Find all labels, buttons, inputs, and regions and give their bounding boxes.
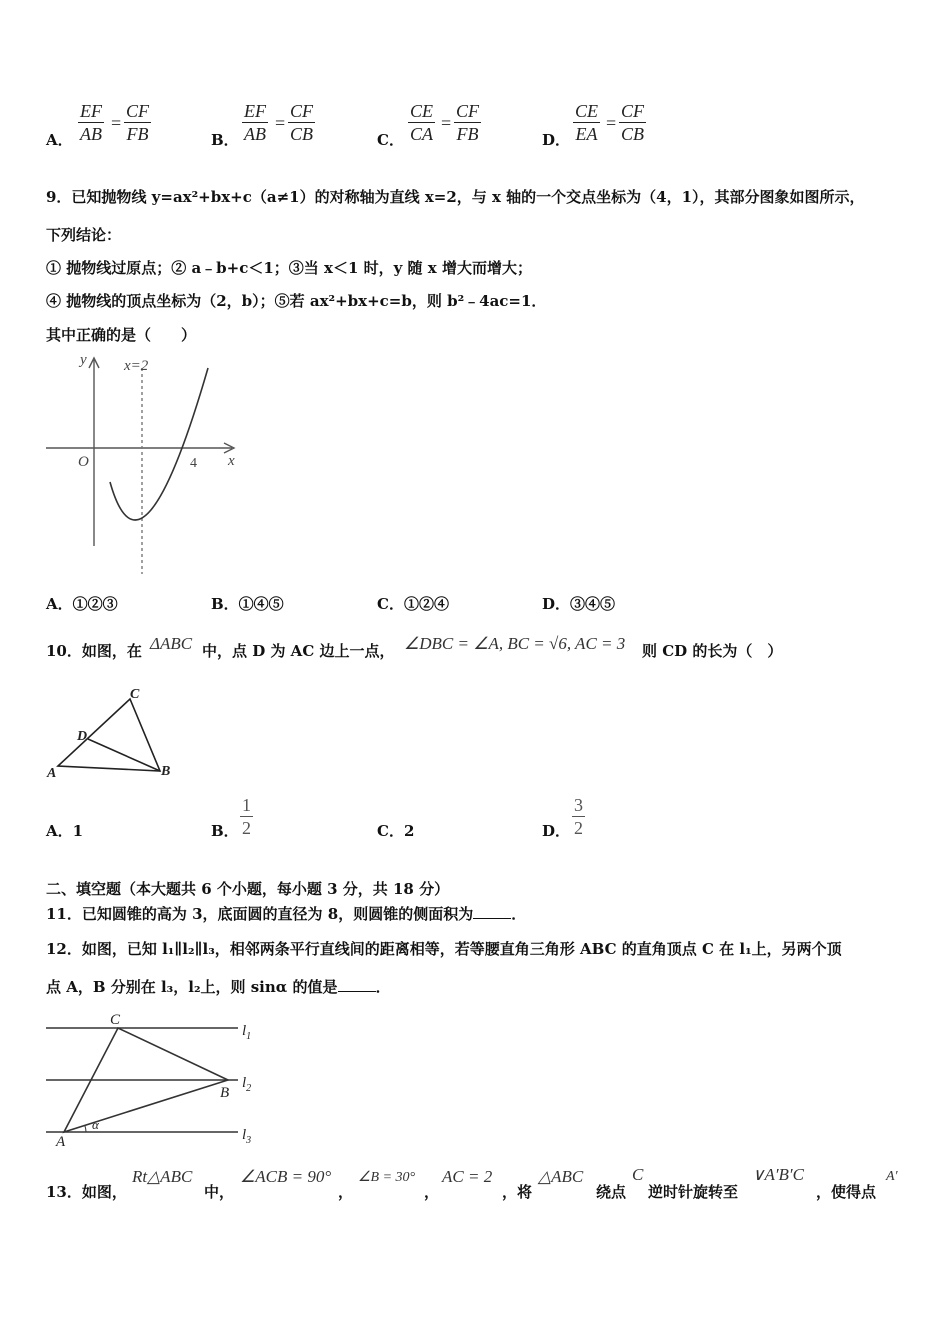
- l3-label: $l_3$: [242, 1127, 252, 1146]
- q13-text-3: ，: [338, 1183, 354, 1201]
- answer-blank: [473, 918, 511, 919]
- q8-option-a-left-fraction: $\frac{EF}{AB}$: [80, 101, 102, 144]
- triangle-abc: [58, 699, 160, 771]
- q10-prefix: 10．如图，在: [46, 642, 142, 660]
- q8-option-b-left-fraction: $\frac{EF}{AB}$: [244, 101, 266, 144]
- vertex-a-label: A: [47, 766, 57, 781]
- symmetry-axis-label: x=2: [124, 358, 149, 374]
- q8-option-d-label: D．: [542, 131, 571, 149]
- q10-option-b-label: B．: [211, 822, 239, 840]
- q10-suffix: 则 CD 的长为（ ）: [642, 642, 783, 660]
- q12-line-2: 点 A，B 分别在 l₃，l₂上，则 sinα 的值是 ．: [46, 978, 391, 996]
- vertex-c-label: C: [130, 687, 140, 702]
- l2-label: $l_2$: [242, 1075, 252, 1094]
- q10-triangle-figure: [44, 685, 184, 785]
- q13-math-point-a-prime: A′: [886, 1169, 898, 1184]
- vertex-b-label: B: [161, 764, 171, 779]
- equals-sign: =: [111, 113, 122, 133]
- q9-line-4: ④ 抛物线的顶点坐标为（2，b）；⑤若 ax²+bx+c=b，则 b²﹣4ac=1．: [46, 292, 547, 310]
- equals-sign: =: [275, 113, 286, 133]
- q13-math-triangle-abc: △ABC: [538, 1167, 584, 1186]
- q9-parabola-figure: [44, 350, 244, 578]
- q10-middle: 中，点 D 为 AC 边上一点，: [202, 642, 395, 660]
- q13-text-7: 逆时针旋转至: [648, 1183, 739, 1201]
- q13-math-rotated-triangle: ∨A′B′C: [752, 1165, 804, 1184]
- x-axis-label: x: [228, 453, 235, 469]
- q10-option-c-label: C．2: [377, 822, 415, 840]
- angle-alpha-arc: [85, 1126, 86, 1132]
- q13-math-triangle: Rt△ABC: [132, 1167, 193, 1186]
- q13-math-angle-acb: ∠ACB = 90°: [240, 1167, 332, 1186]
- q9-line-2: 下列结论：: [46, 226, 122, 244]
- q13-math-angle-b: ∠B = 30°: [358, 1170, 416, 1185]
- y-axis-label: y: [80, 352, 87, 368]
- q9-line-1: 9．已知抛物线 y=ax²+bx+c（a≠1）的对称轴为直线 x=2，与 x 轴的一个交点坐标为（4，1），其部分图象如图所示，: [46, 188, 865, 206]
- q13-math-point-c: C: [632, 1165, 644, 1184]
- q8-option-c-right-fraction: $\frac{CF}{FB}$: [456, 101, 480, 144]
- q8-option-b-label: B．: [211, 131, 239, 149]
- angle-alpha-label: α: [92, 1117, 99, 1132]
- q8-option-b-right-fraction: $\frac{CF}{CB}$: [290, 101, 314, 144]
- q9-line-3: ① 抛物线过原点；② a﹣b+c＜1；③当 x＜1 时，y 随 x 增大而增大；: [46, 259, 532, 277]
- q9-option-a: A．①②③: [46, 595, 118, 613]
- q9-line-5: 其中正确的是（ ）: [46, 326, 197, 344]
- q13-text-5: ，将: [502, 1183, 533, 1201]
- x-tick-label: 4: [190, 456, 197, 471]
- q8-option-a-label: A．: [46, 131, 73, 149]
- vertex-c-label: C: [110, 1012, 121, 1028]
- vertex-a-label: A: [56, 1134, 66, 1150]
- equals-sign: =: [441, 113, 452, 133]
- q13-text-4: ，: [424, 1183, 440, 1201]
- q8-option-a-right-fraction: $\frac{CF}{FB}$: [126, 101, 150, 144]
- q10-option-d-fraction: $\frac{3}{2}$: [574, 795, 583, 838]
- q8-option-c-label: C．: [377, 131, 404, 149]
- equals-sign: =: [606, 113, 617, 133]
- q9-option-c: C．①②④: [377, 595, 449, 613]
- q8-option-d-right-fraction: $\frac{CF}{CB}$: [621, 101, 645, 144]
- q12-line-1: 12．如图，已知 l₁∥l₂∥l₃，相邻两条平行直线间的距离相等，若等腰直角三角形 ABC 的直角顶点 C 在 l₁上，另两个顶: [46, 940, 842, 958]
- q8-option-d-left-fraction: $\frac{CE}{EA}$: [575, 101, 599, 144]
- q13-text-8: ，使得点: [816, 1183, 877, 1201]
- q9-option-d: D．③④⑤: [542, 595, 616, 613]
- q13-text-6: 绕点: [596, 1183, 627, 1201]
- l1-label: $l_1$: [242, 1023, 252, 1042]
- parabola-curve: [110, 368, 208, 520]
- answer-blank: [338, 991, 376, 992]
- q12-parallel-lines-figure: [44, 1008, 264, 1150]
- q10-condition: ∠DBC = ∠A, BC = √6, AC = 3: [404, 634, 626, 653]
- q8-option-c-left-fraction: $\frac{CE}{CA}$: [410, 101, 434, 144]
- origin-label: O: [78, 454, 89, 470]
- q11-text: 11．已知圆锥的高为 3，底面圆的直径为 8，则圆锥的侧面积为 ．: [46, 905, 527, 923]
- q13-math-ac: AC = 2: [442, 1167, 493, 1186]
- q13-prefix: 13．如图，: [46, 1183, 127, 1201]
- q10-option-a-label: A．1: [46, 822, 84, 840]
- q13-text-2: 中，: [204, 1183, 235, 1201]
- q9-option-b: B．①④⑤: [211, 595, 284, 613]
- q10-option-b-fraction: $\frac{1}{2}$: [242, 795, 251, 838]
- q10-option-d-label: D．: [542, 822, 571, 840]
- q10-triangle: ΔABC: [150, 634, 193, 653]
- vertex-b-label: B: [220, 1085, 230, 1101]
- section-heading: 二、填空题（本大题共 6 个小题，每小题 3 分，共 18 分）: [46, 880, 450, 898]
- point-d-label: D: [77, 729, 88, 744]
